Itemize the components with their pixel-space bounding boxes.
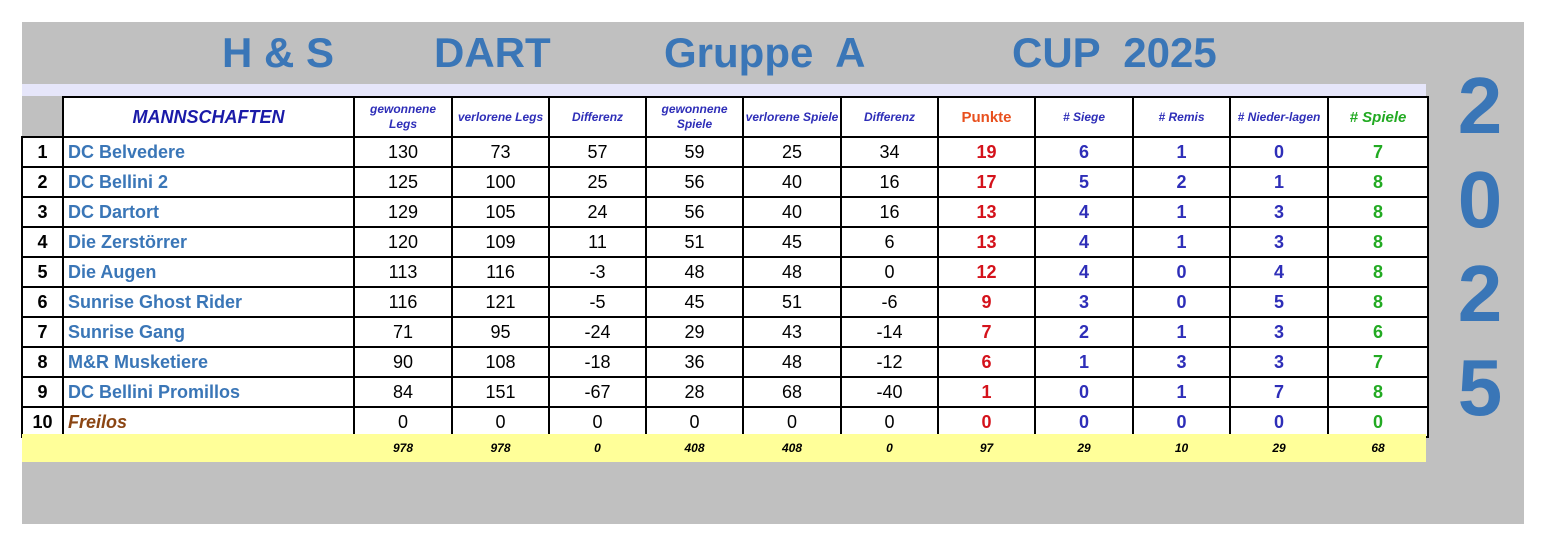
table-row [22, 347, 1428, 377]
rank-cell: 9 [22, 377, 63, 407]
draws-cell: 1 [1133, 137, 1230, 167]
legs-lost-cell: 108 [452, 347, 549, 377]
played-cell: 8 [1328, 287, 1428, 317]
points-cell: 0 [938, 407, 1035, 437]
wins-cell: 1 [1035, 347, 1133, 377]
team-cell: Die Augen [63, 257, 354, 287]
games-lost-cell: 48 [743, 257, 841, 287]
header-team: MANNSCHAFTEN [63, 97, 354, 137]
total-wins: 29 [1077, 441, 1091, 455]
rank-cell: 6 [22, 287, 63, 317]
points-cell: 17 [938, 167, 1035, 197]
games-won-cell: 28 [646, 377, 743, 407]
rank-cell: 10 [22, 407, 63, 437]
games-won-cell: 56 [646, 197, 743, 227]
title-gruppe: Gruppe A [664, 29, 866, 76]
legs-won-cell: 0 [354, 407, 452, 437]
legs-diff-cell: -18 [549, 347, 646, 377]
header-losses: # Nieder-lagen [1230, 97, 1328, 137]
total-points: 97 [979, 441, 994, 455]
header-legs-diff: Differenz [549, 97, 646, 137]
total-legs-diff: 0 [594, 441, 601, 455]
rank-cell: 1 [22, 137, 63, 167]
standings-table [21, 96, 1429, 438]
games-lost-cell: 68 [743, 377, 841, 407]
rank-cell: 7 [22, 317, 63, 347]
draws-cell: 1 [1133, 377, 1230, 407]
legs-won-cell: 120 [354, 227, 452, 257]
games-lost-cell: 25 [743, 137, 841, 167]
total-legs-lost: 978 [490, 441, 511, 455]
title-cup: CUP 2025 [1012, 29, 1217, 76]
points-cell: 13 [938, 197, 1035, 227]
legs-diff-cell: -24 [549, 317, 646, 347]
rank-cell: 2 [22, 167, 63, 197]
losses-cell: 3 [1230, 227, 1328, 257]
draws-cell: 2 [1133, 167, 1230, 197]
total-legs-won: 978 [392, 441, 414, 455]
team-cell: Die Zerstörrer [63, 227, 354, 257]
wins-cell: 2 [1035, 317, 1133, 347]
legs-lost-cell: 151 [452, 377, 549, 407]
total-games-won: 408 [684, 441, 705, 455]
legs-diff-cell: -3 [549, 257, 646, 287]
totals-row [22, 434, 1426, 462]
title-divider [22, 84, 1426, 96]
games-diff-cell: -6 [841, 287, 938, 317]
points-cell: 9 [938, 287, 1035, 317]
title-dart: DART [434, 29, 551, 76]
legs-lost-cell: 116 [452, 257, 549, 287]
wins-cell: 5 [1035, 167, 1133, 197]
header-played: # Spiele [1328, 97, 1428, 137]
header-row [22, 97, 1428, 137]
legs-diff-cell: 11 [549, 227, 646, 257]
games-lost-cell: 51 [743, 287, 841, 317]
wins-cell: 4 [1035, 257, 1133, 287]
team-cell: M&R Musketiere [63, 347, 354, 377]
year-digit-2: 0 [1457, 155, 1503, 244]
header-games-won: gewonnene Spiele [646, 97, 743, 137]
legs-won-cell: 129 [354, 197, 452, 227]
rank-cell: 3 [22, 197, 63, 227]
games-diff-cell: -40 [841, 377, 938, 407]
legs-diff-cell: -5 [549, 287, 646, 317]
draws-cell: 0 [1133, 407, 1230, 437]
table-row [22, 287, 1428, 317]
rank-cell: 8 [22, 347, 63, 377]
games-diff-cell: -14 [841, 317, 938, 347]
legs-lost-cell: 109 [452, 227, 549, 257]
games-won-cell: 45 [646, 287, 743, 317]
draws-cell: 0 [1133, 287, 1230, 317]
title-hs: H & S [222, 29, 335, 76]
losses-cell: 7 [1230, 377, 1328, 407]
legs-won-cell: 71 [354, 317, 452, 347]
games-lost-cell: 48 [743, 347, 841, 377]
legs-won-cell: 84 [354, 377, 452, 407]
games-lost-cell: 40 [743, 167, 841, 197]
points-cell: 7 [938, 317, 1035, 347]
legs-lost-cell: 95 [452, 317, 549, 347]
legs-lost-cell: 105 [452, 197, 549, 227]
draws-cell: 1 [1133, 227, 1230, 257]
total-played: 68 [1371, 441, 1385, 455]
games-won-cell: 29 [646, 317, 743, 347]
table-row [22, 137, 1428, 167]
games-lost-cell: 40 [743, 197, 841, 227]
table-row [22, 317, 1428, 347]
played-cell: 7 [1328, 347, 1428, 377]
legs-lost-cell: 100 [452, 167, 549, 197]
legs-won-cell: 116 [354, 287, 452, 317]
legs-lost-cell: 121 [452, 287, 549, 317]
total-games-lost: 408 [781, 441, 803, 455]
year-digit-3: 2 [1457, 249, 1503, 338]
table-row [22, 227, 1428, 257]
losses-cell: 3 [1230, 317, 1328, 347]
losses-cell: 3 [1230, 197, 1328, 227]
legs-diff-cell: 25 [549, 167, 646, 197]
draws-cell: 1 [1133, 197, 1230, 227]
played-cell: 8 [1328, 377, 1428, 407]
legs-won-cell: 90 [354, 347, 452, 377]
games-diff-cell: 0 [841, 257, 938, 287]
legs-won-cell: 113 [354, 257, 452, 287]
table-row [22, 167, 1428, 197]
games-lost-cell: 43 [743, 317, 841, 347]
header-legs-won: gewonnene Legs [354, 97, 452, 137]
points-cell: 12 [938, 257, 1035, 287]
games-diff-cell: -12 [841, 347, 938, 377]
header-corner [22, 97, 63, 137]
total-games-diff: 0 [886, 441, 893, 455]
draws-cell: 0 [1133, 257, 1230, 287]
games-won-cell: 56 [646, 167, 743, 197]
team-cell: Freilos [63, 407, 354, 437]
games-diff-cell: 34 [841, 137, 938, 167]
legs-diff-cell: 57 [549, 137, 646, 167]
legs-diff-cell: 24 [549, 197, 646, 227]
games-lost-cell: 45 [743, 227, 841, 257]
games-won-cell: 48 [646, 257, 743, 287]
losses-cell: 1 [1230, 167, 1328, 197]
losses-cell: 4 [1230, 257, 1328, 287]
wins-cell: 6 [1035, 137, 1133, 167]
wins-cell: 3 [1035, 287, 1133, 317]
table-row [22, 377, 1428, 407]
points-cell: 13 [938, 227, 1035, 257]
team-cell: DC Dartort [63, 197, 354, 227]
losses-cell: 0 [1230, 407, 1328, 437]
legs-lost-cell: 0 [452, 407, 549, 437]
table-row [22, 257, 1428, 287]
played-cell: 8 [1328, 227, 1428, 257]
header-games-diff: Differenz [841, 97, 938, 137]
total-losses: 29 [1272, 441, 1286, 455]
year-digit-1: 2 [1457, 61, 1503, 150]
games-won-cell: 59 [646, 137, 743, 167]
table-row [22, 197, 1428, 227]
draws-cell: 3 [1133, 347, 1230, 377]
games-diff-cell: 0 [841, 407, 938, 437]
header-draws: # Remis [1133, 97, 1230, 137]
header-games-lost: verlorene Spiele [743, 97, 841, 137]
games-diff-cell: 16 [841, 197, 938, 227]
games-diff-cell: 6 [841, 227, 938, 257]
games-lost-cell: 0 [743, 407, 841, 437]
team-cell: Sunrise Gang [63, 317, 354, 347]
legs-won-cell: 130 [354, 137, 452, 167]
legs-lost-cell: 73 [452, 137, 549, 167]
played-cell: 7 [1328, 137, 1428, 167]
total-draws: 10 [1174, 441, 1189, 455]
rank-cell: 5 [22, 257, 63, 287]
played-cell: 6 [1328, 317, 1428, 347]
wins-cell: 4 [1035, 227, 1133, 257]
team-cell: DC Belvedere [63, 137, 354, 167]
team-cell: Sunrise Ghost Rider [63, 287, 354, 317]
wins-cell: 0 [1035, 407, 1133, 437]
legs-won-cell: 125 [354, 167, 452, 197]
legs-diff-cell: -67 [549, 377, 646, 407]
wins-cell: 4 [1035, 197, 1133, 227]
losses-cell: 0 [1230, 137, 1328, 167]
losses-cell: 5 [1230, 287, 1328, 317]
played-cell: 8 [1328, 197, 1428, 227]
games-won-cell: 36 [646, 347, 743, 377]
header-points: Punkte [938, 97, 1035, 137]
points-cell: 19 [938, 137, 1035, 167]
year-digit-4: 5 [1457, 343, 1503, 432]
team-cell: DC Bellini Promillos [63, 377, 354, 407]
table-row [22, 407, 1428, 437]
games-won-cell: 0 [646, 407, 743, 437]
team-cell: DC Bellini 2 [63, 167, 354, 197]
games-won-cell: 51 [646, 227, 743, 257]
rank-cell: 4 [22, 227, 63, 257]
wins-cell: 0 [1035, 377, 1133, 407]
header-legs-lost: verlorene Legs [452, 97, 549, 137]
points-cell: 1 [938, 377, 1035, 407]
played-cell: 8 [1328, 257, 1428, 287]
games-diff-cell: 16 [841, 167, 938, 197]
played-cell: 0 [1328, 407, 1428, 437]
losses-cell: 3 [1230, 347, 1328, 377]
played-cell: 8 [1328, 167, 1428, 197]
header-wins: # Siege [1035, 97, 1133, 137]
points-cell: 6 [938, 347, 1035, 377]
legs-diff-cell: 0 [549, 407, 646, 437]
draws-cell: 1 [1133, 317, 1230, 347]
